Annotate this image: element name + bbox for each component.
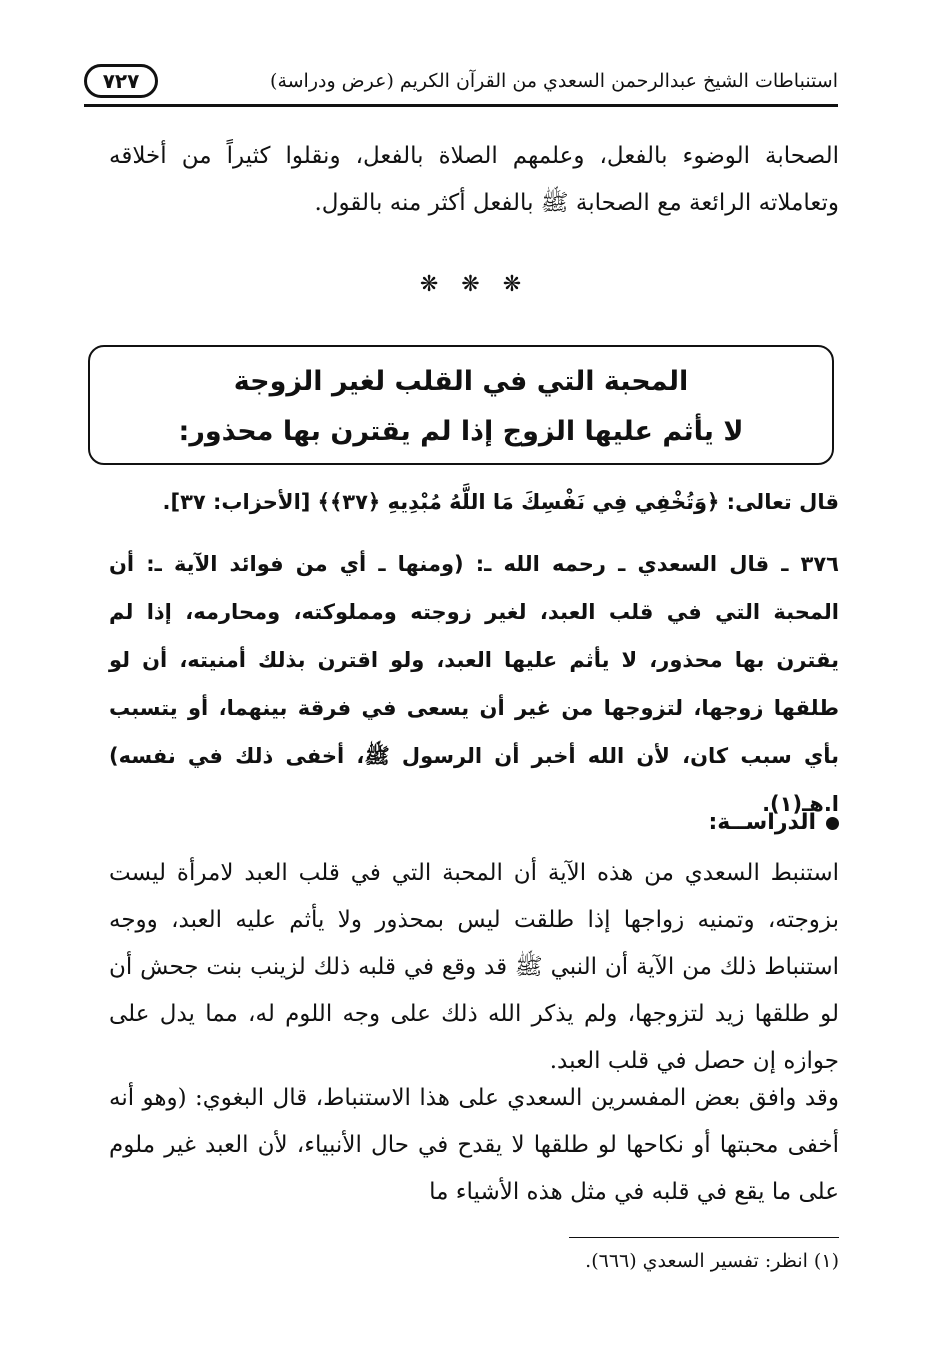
study-paragraph-2: وقد وافق بعض المفسرين السعدي على هذا الاستنباط، قال البغوي: (وهو أنه أخفى محبتها أو نكاحها لو طلقها لا يقدح في حال الأنبياء، لأن العبد غير ملوم على ما يقع في قلبه في مثل هذه الأشياء ما xyxy=(109,1085,839,1205)
study-heading-text: الدراســة: xyxy=(708,810,816,835)
section-title-box xyxy=(88,345,834,465)
quote-paragraph: ٣٧٦ ـ قال السعدي ـ رحمه الله ـ: (ومنها ـ أي من فوائد الآية ـ: أن المحبة التي في قلب العبد، لغير زوجته ومملوكته، ومحارمه، إذا لم يقترن بها محذور، لا يأثم عليها العبد، ولو اقترن بذلك أمنيته، أن لو طلقها زوجها، لتزوجها من غير أن يسعى في فرقة بينهما، أو يتسبب بأي سبب كان، لأن الله أخبر أن الرسول ﷺ، أخفى ذلك في نفسه) ا.هـ(١). xyxy=(109,552,839,816)
verse-line: قال تعالى: ﴿وَتُخْفِي فِي نَفْسِكَ مَا اللَّهُ مُبْدِيهِ ﴿٣٧﴾﴾ [الأحزاب: ٣٧]. xyxy=(162,490,839,514)
study-paragraph-1: استنبط السعدي من هذه الآية أن المحبة التي في قلب العبد لامرأة ليست بزوجته، وتمنيه زواجها إذا طلقت ليس بمحذور ولا يأثم عليه العبد، ووجه استنباط ذلك من الآية أن النبي ﷺ قد وقع في قلبه ذلك لزينب بنت جحش أن لو طلقها زيد لتزوجها، ولم يذكر الله ذلك على وجه اللوم له، مما يدل على جوازه إن حصل في قلب العبد. xyxy=(109,860,839,1074)
study-heading xyxy=(708,810,839,835)
page-number-badge: ٧٢٧ xyxy=(84,64,158,98)
header-rule xyxy=(84,104,838,107)
page-header xyxy=(84,62,838,106)
top-paragraph: الصحابة الوضوء بالفعل، وعلمهم الصلاة بالفعل، ونقلوا كثيراً من أخلاقه وتعاملاته الرائعة مع الصحابة ﷺ بالفعل أكثر منه بالقول. xyxy=(109,143,839,216)
bullet-icon xyxy=(826,817,839,830)
section-separator: ❋ ❋ ❋ xyxy=(419,272,530,297)
footnote-rule xyxy=(569,1237,839,1238)
section-title-line-1: المحبة التي في القلب لغير الزوجة xyxy=(233,366,689,397)
section-title-line-2: لا يأثم عليها الزوج إذا لم يقترن بها محذور: xyxy=(178,416,744,447)
running-title: استنباطات الشيخ عبدالرحمن السعدي من القرآن الكريم (عرض ودراسة) xyxy=(270,70,838,92)
footnote: (١) انظر: تفسير السعدي (٦٦٦). xyxy=(585,1250,839,1272)
